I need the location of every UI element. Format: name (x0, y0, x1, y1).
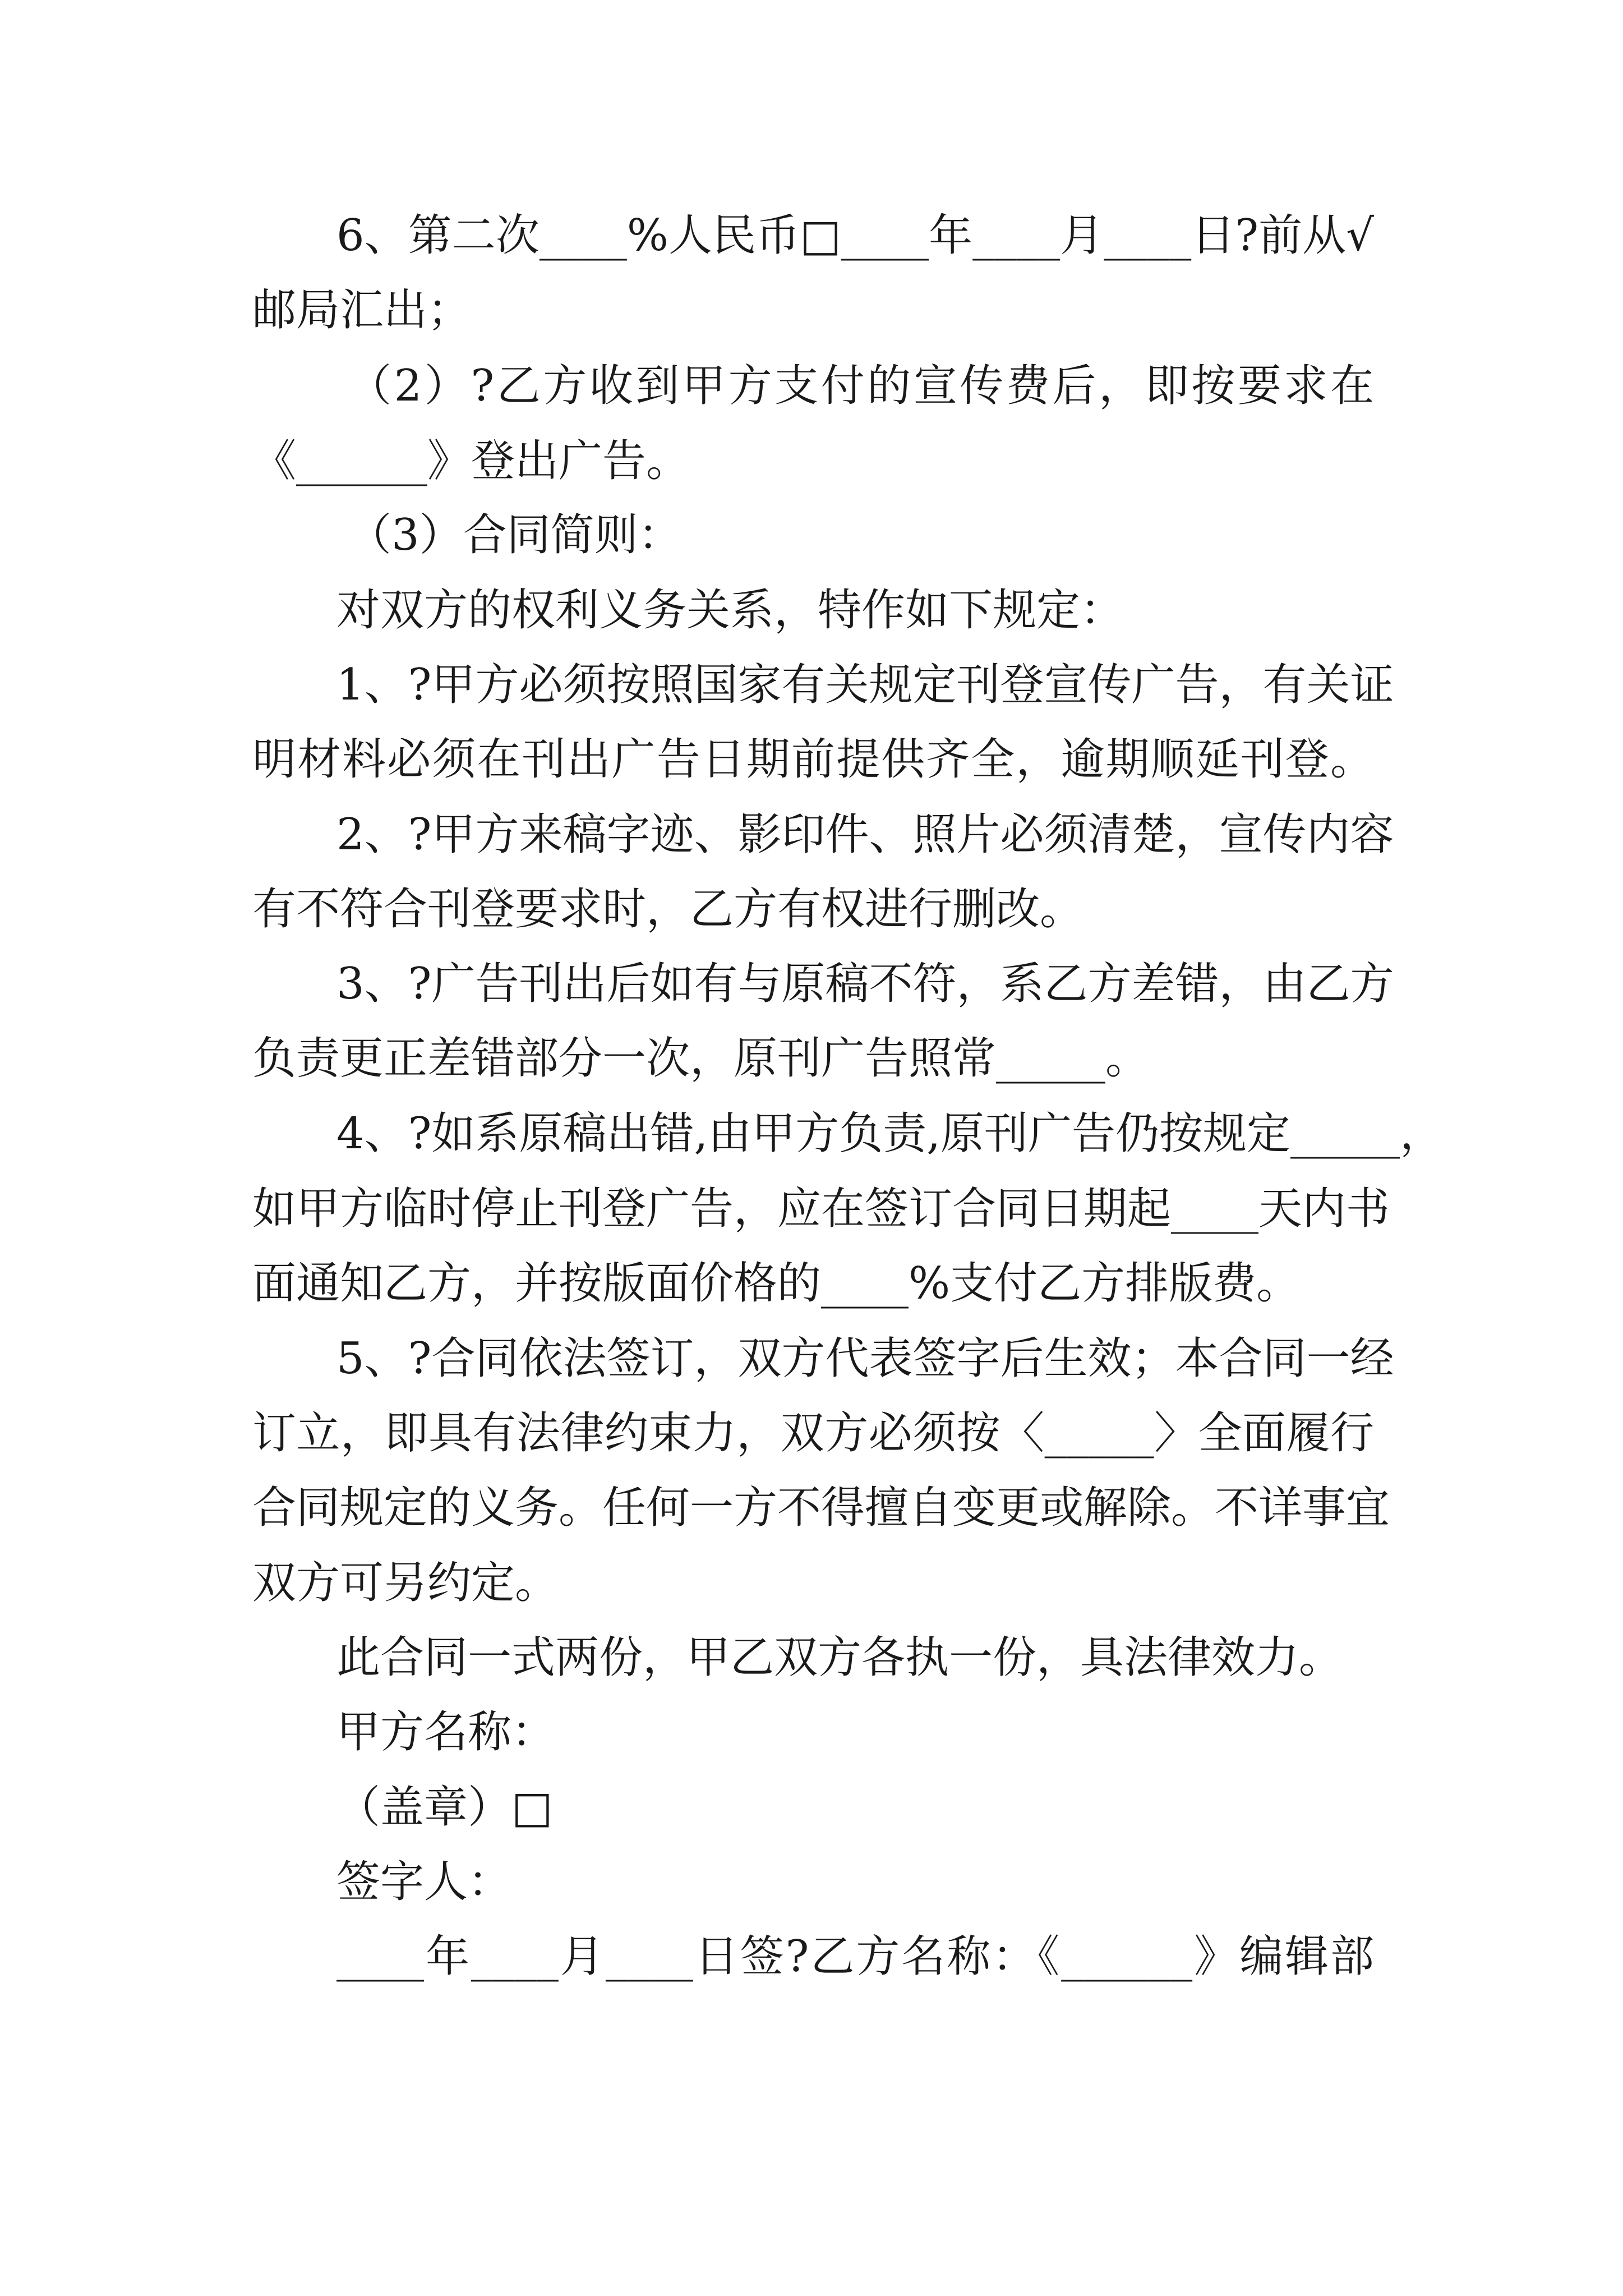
paragraph-line: 签字人： (336, 1857, 512, 1907)
paragraph-line: 4、?如系原稿出错,由甲方负责,原刊广告仍按规定_____， (336, 1108, 1444, 1159)
paragraph-line: （3）合同简则： (348, 510, 682, 560)
paragraph-line: 6、第二次____%人民币□____年____月____日?前从√ (336, 210, 1374, 261)
paragraph-line: 2、?甲方来稿字迹、影印件、照片必须清楚，宣传内容 (336, 809, 1394, 860)
paragraph-line: 负责更正差错部分一次，原刊广告照常_____。 (252, 1033, 1150, 1084)
paragraph-line: 《______》登出广告。 (252, 436, 690, 486)
paragraph-line: 如甲方临时停止刊登广告，应在签订合同日期起____天内书 (252, 1184, 1390, 1234)
paragraph-line: 合同规定的义务。任何一方不得擅自变更或解除。不详事宜 (252, 1483, 1390, 1533)
paragraph-line: 5、?合同依法签订，双方代表签字后生效；本合同一经 (336, 1333, 1394, 1384)
paragraph-line: 明材料必须在刊出广告日期前提供齐全，逾期顺延刊登。 (252, 734, 1374, 785)
paragraph-line: 有不符合刊登要求时，乙方有权进行删改。 (252, 884, 1084, 935)
paragraph-line: 双方可另约定。 (252, 1558, 559, 1608)
paragraph-line: 3、?广告刊出后如有与原稿不符，系乙方差错，由乙方 (336, 959, 1394, 1009)
paragraph-line: 对双方的权利义务关系，特作如下规定： (336, 585, 1124, 636)
paragraph-line: 甲方名称： (336, 1707, 556, 1757)
paragraph-line: （2）?乙方收到甲方支付的宣传费后，即按要求在 (348, 361, 1374, 411)
paragraph-line: ____年____月____日签?乙方名称：《______》编辑部 (336, 1931, 1374, 1982)
paragraph-line: 订立，即具有法律约束力，双方必须按〈_____〉全面履行 (252, 1408, 1374, 1458)
paragraph-line: 此合同一式两份，甲乙双方各执一份，具法律效力。 (336, 1632, 1343, 1683)
paragraph-line: 邮局汇出； (252, 285, 472, 335)
paragraph-line: 1、?甲方必须按照国家有关规定刊登宣传广告，有关证 (336, 660, 1394, 710)
paragraph-line: （盖章）□ (336, 1782, 553, 1833)
paragraph-line: 面通知乙方，并按版面价格的____%支付乙方排版费。 (252, 1258, 1301, 1309)
